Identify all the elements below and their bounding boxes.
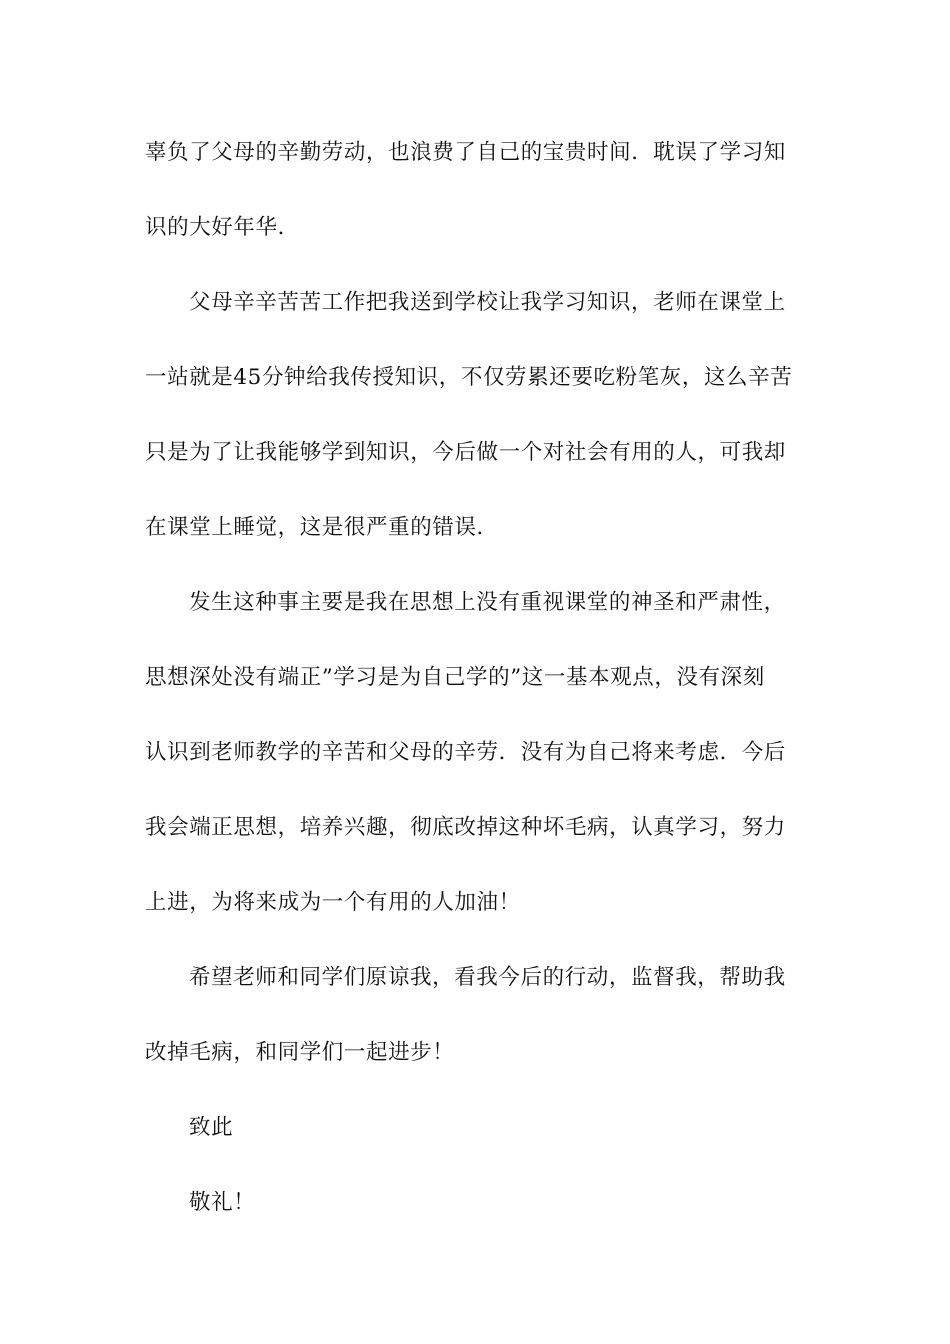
text-line: 一站就是45分钟给我传授知识，不仅劳累还要吃粉笔灰，这么辛苦 — [145, 365, 793, 390]
text-line: 上进，为将来成为一个有用的人加油！ — [145, 890, 521, 915]
salutation-line: 敬礼！ — [189, 1190, 256, 1215]
closing-line: 致此 — [189, 1115, 234, 1140]
text-line: 识的大好年华． — [145, 215, 300, 240]
paragraph-start: 父母辛辛苦苦工作把我送到学校让我学习知识，老师在课堂上 — [189, 290, 786, 315]
text-line: 只是为了让我能够学到知识，今后做一个对社会有用的人，可我却 — [145, 440, 786, 465]
text-line: 我会端正思想，培养兴趣，彻底改掉这种坏毛病，认真学习，努力 — [145, 815, 786, 840]
text-line: 思想深处没有端正”学习是为自己学的”这一基本观点，没有深刻 — [145, 665, 765, 690]
text-line: 认识到老师教学的辛苦和父母的辛劳．没有为自己将来考虑．今后 — [145, 740, 786, 765]
text-line: 辜负了父母的辛勤劳动，也浪费了自己的宝贵时间．耽误了学习知 — [145, 140, 786, 165]
paragraph-start: 希望老师和同学们原谅我，看我今后的行动，监督我，帮助我 — [189, 965, 786, 990]
text-line: 改掉毛病，和同学们一起进步！ — [145, 1040, 455, 1065]
paragraph-start: 发生这种事主要是我在思想上没有重视课堂的神圣和严肃性， — [189, 590, 786, 615]
text-line: 在课堂上睡觉，这是很严重的错误． — [145, 515, 499, 540]
